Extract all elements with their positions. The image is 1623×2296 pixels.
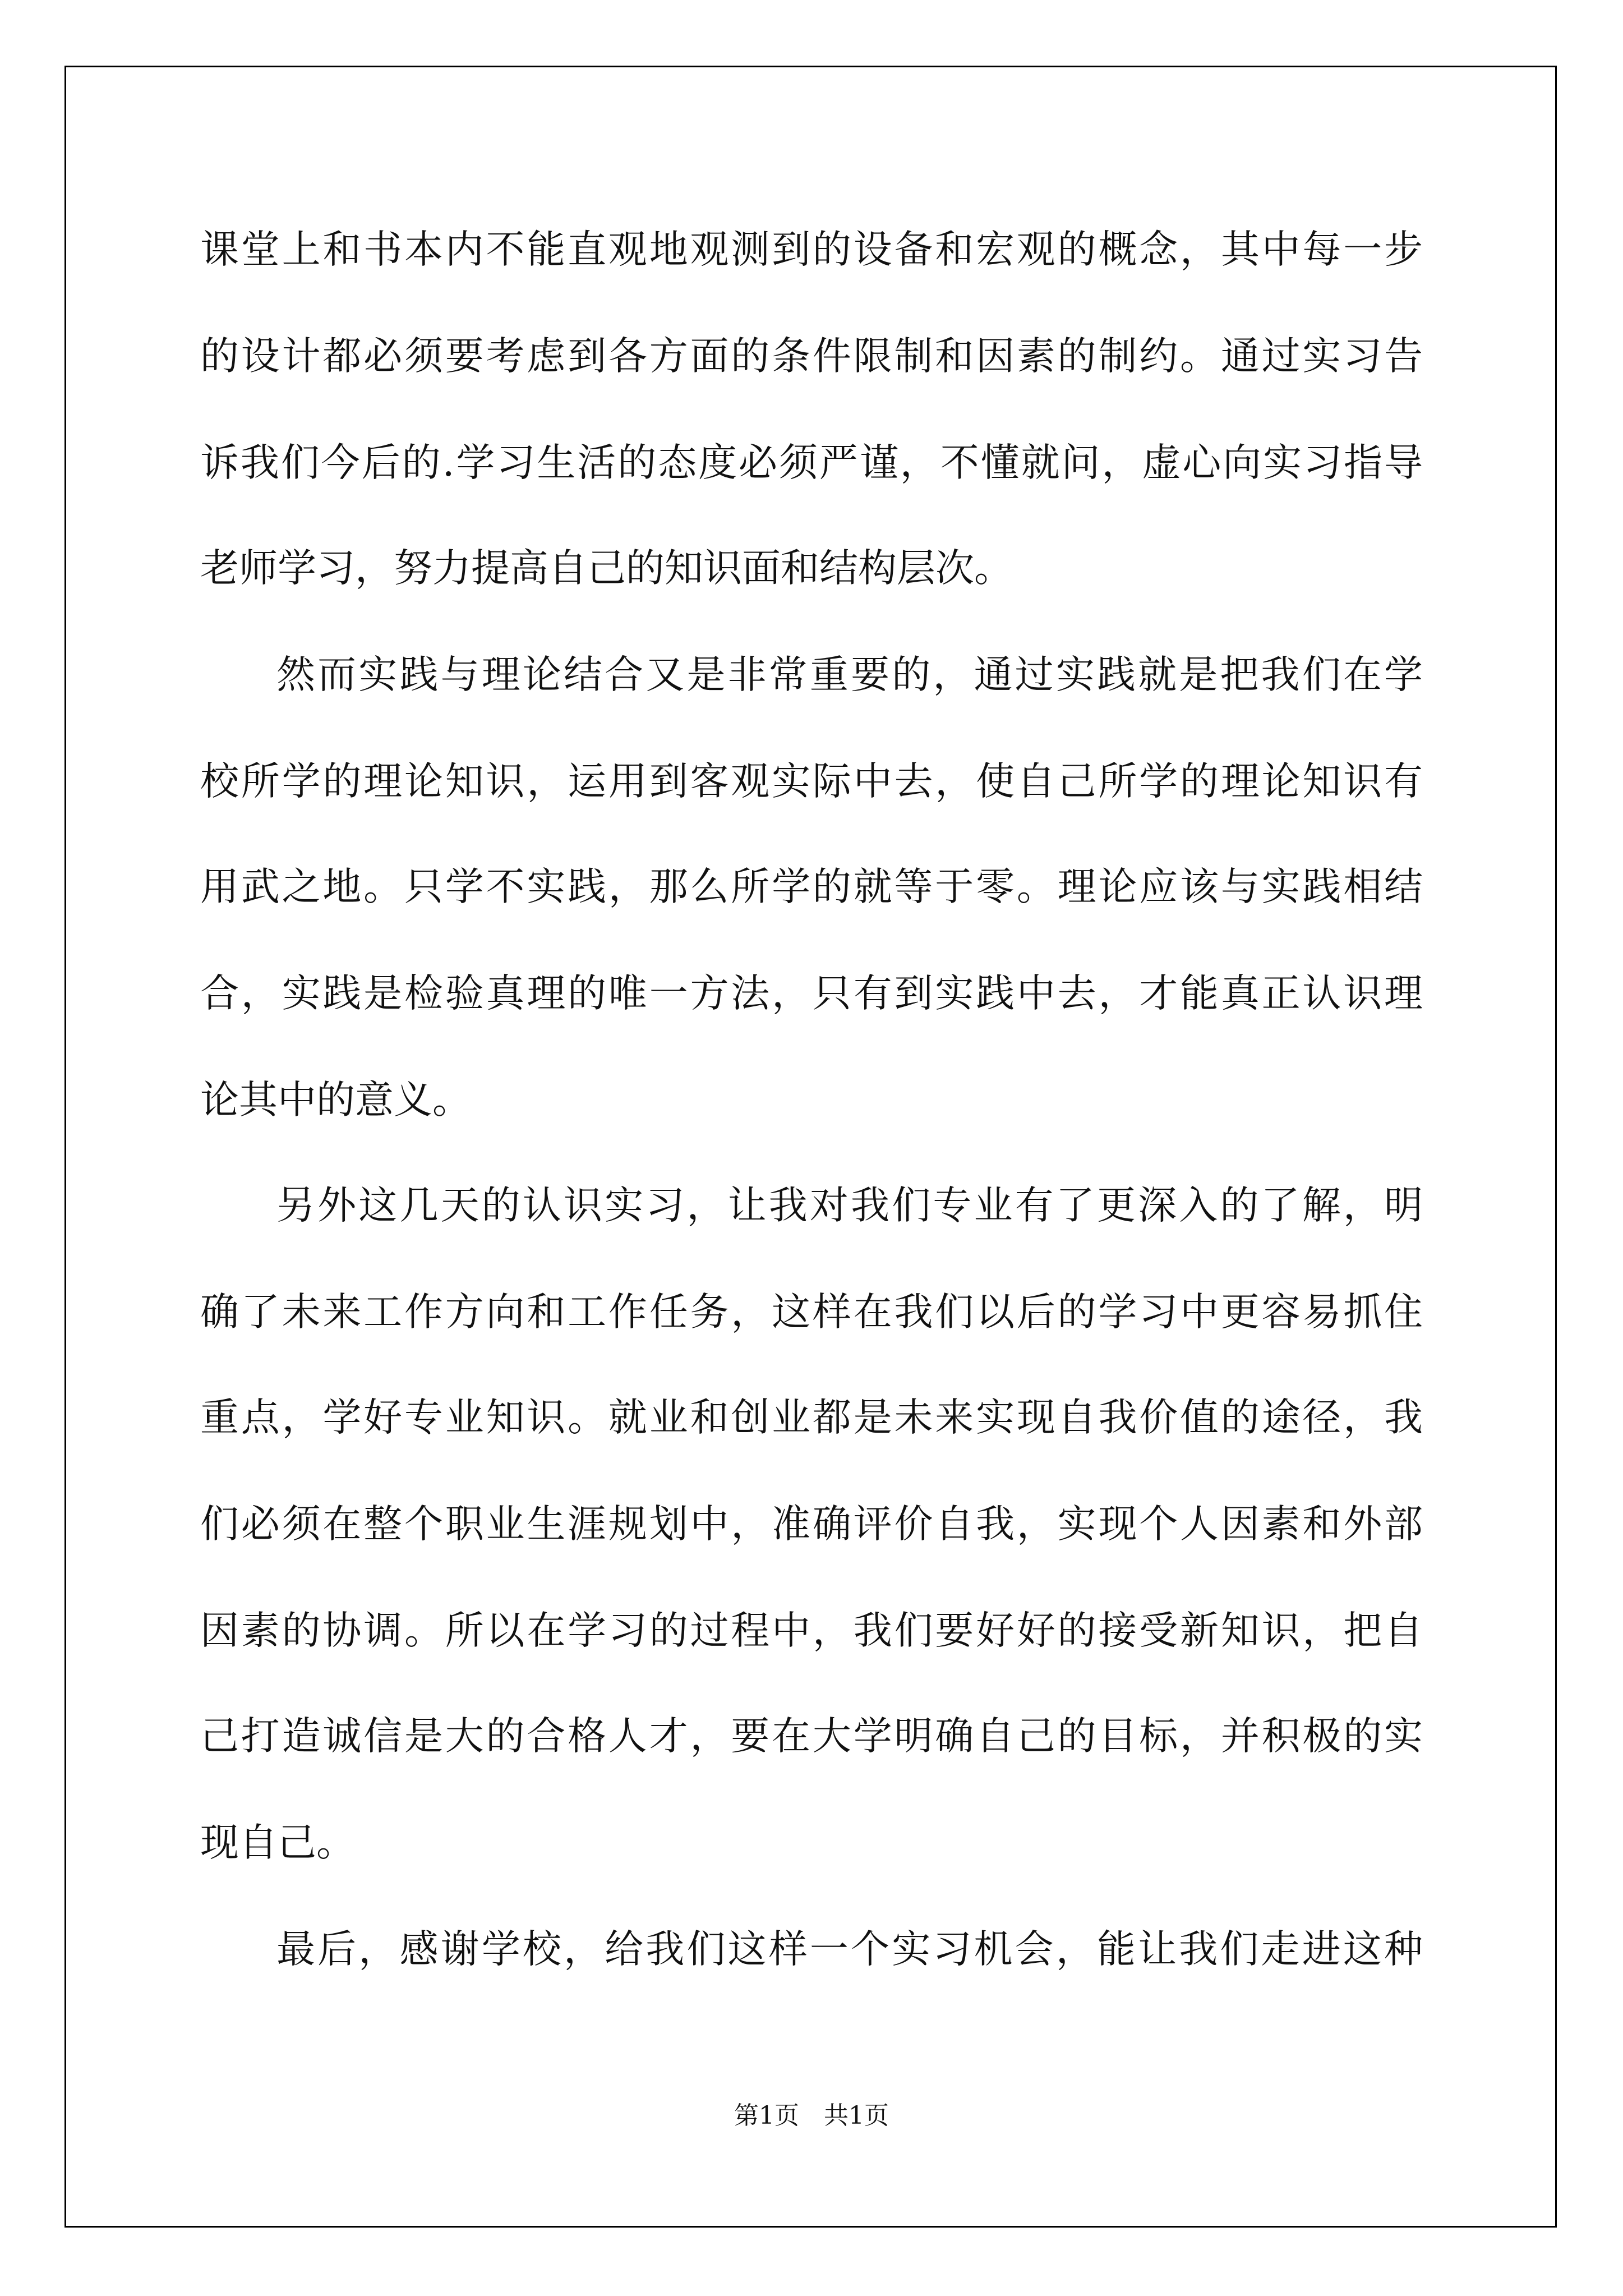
text-line: 现自己。: [200, 1820, 355, 1865]
text-line: 论其中的意义。: [200, 1078, 471, 1122]
text-line: 己打造诚信是大的合格人才，要在大学明确自己的目标，并积极的实: [200, 1714, 1423, 1759]
text-line: 老师学习，努力提高自己的知识面和结构层次。: [200, 546, 1013, 591]
text-line: 们必须在整个职业生涯规划中，准确评价自我，实现个人因素和外部: [200, 1502, 1423, 1547]
paragraph-first-line: 最后，感谢学校，给我们这样一个实习机会，能让我们走进这种: [276, 1927, 1423, 1972]
text-line: 的设计都必须要考虑到各方面的条件限制和因素的制约。通过实习告: [200, 334, 1423, 379]
page-number-footer: 第1页 共1页: [734, 2101, 889, 2130]
text-line: 合，实践是检验真理的唯一方法，只有到实践中去，才能真正认识理: [200, 971, 1423, 1016]
text-line: 因素的协调。所以在学习的过程中，我们要好好的接受新知识，把自: [200, 1608, 1423, 1653]
text-line: 课堂上和书本内不能直观地观测到的设备和宏观的概念，其中每一步: [200, 227, 1423, 272]
text-line: 重点，学好专业知识。就业和创业都是未来实现自我价值的途径，我: [200, 1395, 1423, 1440]
paragraph-first-line: 另外这几天的认识实习，让我对我们专业有了更深入的了解，明: [276, 1183, 1423, 1228]
text-line: 诉我们今后的.学习生活的态度必须严谨，不懂就问，虚心向实习指导: [200, 440, 1423, 485]
text-line: 确了未来工作方向和工作任务，这样在我们以后的学习中更容易抓住: [200, 1290, 1423, 1335]
text-line: 用武之地。只学不实践，那么所学的就等于零。理论应该与实践相结: [200, 864, 1423, 909]
text-line: 校所学的理论知识，运用到客观实际中去，使自己所学的理论知识有: [200, 759, 1423, 804]
paragraph-first-line: 然而实践与理论结合又是非常重要的，通过实践就是把我们在学: [276, 652, 1423, 697]
